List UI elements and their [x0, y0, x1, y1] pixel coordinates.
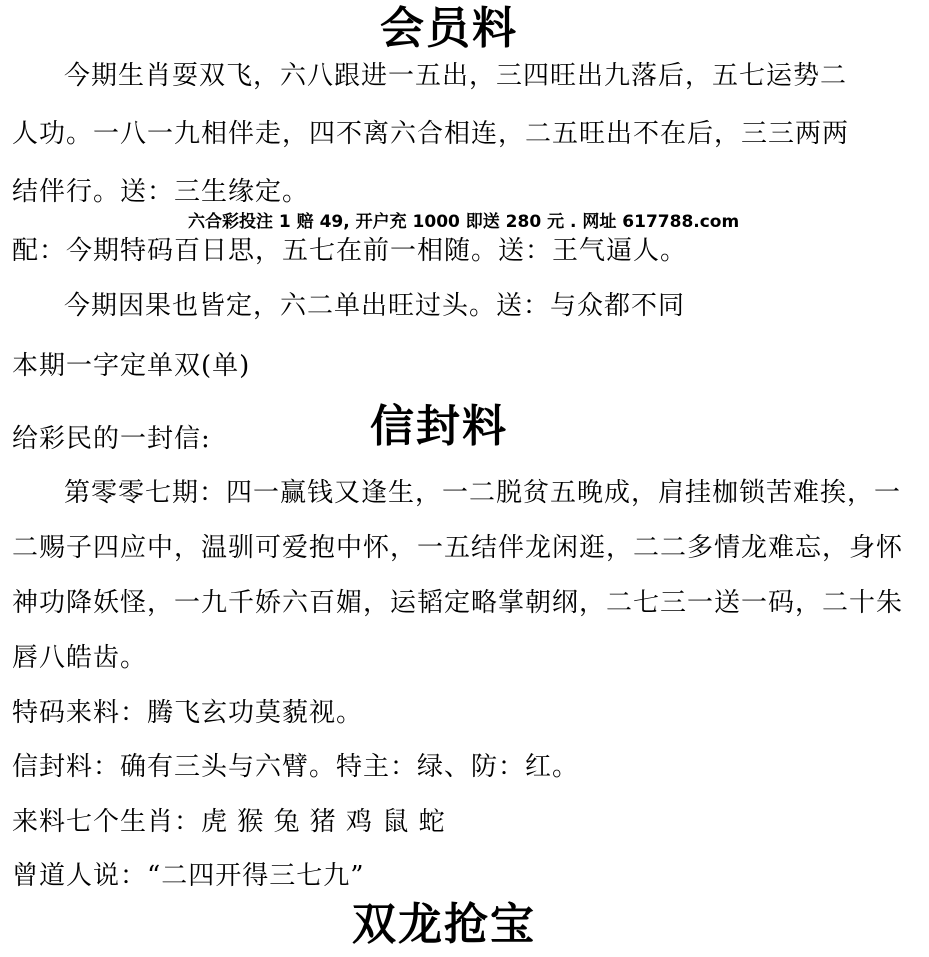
- title-member-material: 会员料: [380, 3, 518, 54]
- pei-line: 配：今期特码百日思，五七在前一相随。送：王气逼人。: [12, 236, 688, 266]
- paragraph-1-line-1: 今期生肖耍双飞，六八跟进一五出，三四旺出九落后，五七运势二: [64, 61, 848, 91]
- envelope-line: 信封料：确有三头与六臂。特主：绿、防：红。: [12, 752, 580, 782]
- seven-zodiac-line: 来料七个生肖：虎 猴 兔 猪 鸡 鼠 蛇: [12, 807, 446, 837]
- paragraph-2: 今期因果也皆定，六二单出旺过头。送：与众都不同: [64, 291, 686, 321]
- paragraph-3-line-3: 神功降妖怪，一九千娇六百媚，运韬定略掌朝纲，二七三一送一码，二十朱: [12, 588, 904, 618]
- paragraph-1-line-2: 人功。一八一九相伴走，四不离六合相连，二五旺出不在后，三三两两: [12, 119, 850, 149]
- title-envelope-material: 信封料: [370, 401, 508, 452]
- paragraph-1-line-3: 结伴行。送：三生缘定。: [12, 177, 310, 207]
- title-double-dragon: 双龙抢宝: [352, 899, 536, 950]
- advertisement-banner: 六合彩投注 1 赔 49, 开户充 1000 即送 280 元 . 网址 617788.com: [188, 212, 740, 232]
- taoist-saying-line: 曾道人说：“二四开得三七九”: [12, 861, 365, 891]
- paragraph-3-line-1: 第零零七期：四一赢钱又逢生，一二脱贫五晚成，肩挂枷锁苦难挨，一: [64, 478, 902, 508]
- odd-even-line: 本期一字定单双(单): [12, 351, 251, 381]
- special-code-line: 特码来料：腾飞玄功莫藐视。: [12, 698, 364, 728]
- paragraph-3-line-4: 唇八皓齿。: [12, 643, 148, 673]
- paragraph-3-line-2: 二赐子四应中，温驯可爱抱中怀，一五结伴龙闲逛，二二多情龙难忘，身怀: [12, 533, 904, 563]
- letter-to-players: 给彩民的一封信:: [12, 424, 211, 454]
